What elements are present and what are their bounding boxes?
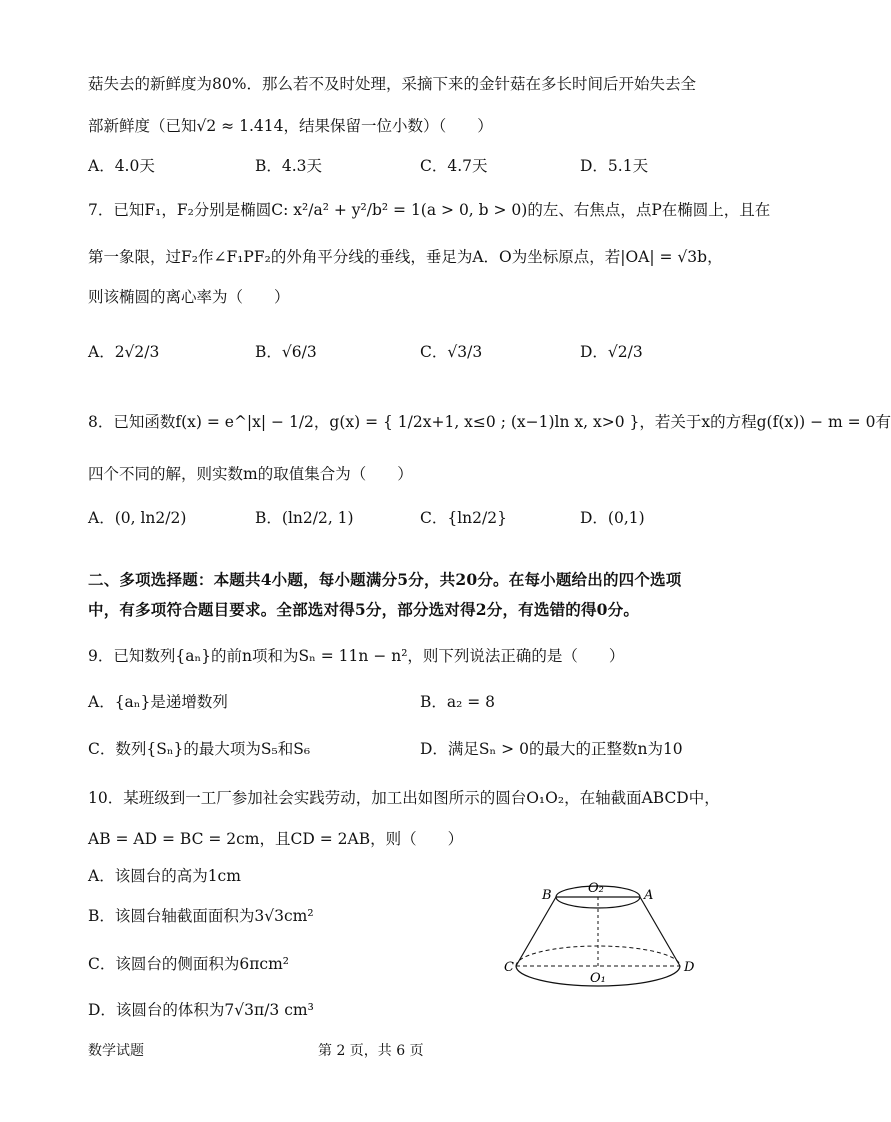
- label-o2: O₂: [588, 881, 604, 896]
- q6-option-b: B．4.3天: [255, 157, 323, 175]
- q7-option-a: A．2√2/3: [88, 343, 160, 361]
- label-c: C: [504, 960, 514, 975]
- q9-line-1: 9．已知数列{aₙ}的前n项和为Sₙ = 11n − n²，则下列说法正确的是（ ）: [88, 647, 625, 665]
- label-b: B: [542, 888, 552, 903]
- q7-line-2: 第一象限，过F₂作∠F₁PF₂的外角平分线的垂线，垂足为A．O为坐标原点，若|OA| = √3b，: [88, 248, 723, 266]
- q7-option-d: D．√2/3: [580, 343, 643, 361]
- q9-option-d: D．满足Sₙ > 0的最大的正整数n为10: [420, 740, 683, 758]
- q8-line-1: 8．已知函数f(x) = e^|x| − 1/2，g(x) = { 1/2x+1, x≤0 ; (x−1)ln x, x>0 }，若关于x的方程g(f(x)) − m = 0有: [88, 413, 891, 431]
- label-a: A: [644, 888, 654, 903]
- footer-subject: 数学试题: [88, 1043, 144, 1059]
- q10-option-a: A．该圆台的高为1cm: [88, 867, 241, 885]
- section2-line-2: 中，有多项符合题目要求。全部选对得5分，部分选对得2分，有选错的得0分。: [88, 600, 640, 619]
- q8-line-2: 四个不同的解，则实数m的取值集合为（ ）: [88, 465, 413, 483]
- label-o1: O₁: [590, 971, 606, 986]
- q7-line-1: 7．已知F₁，F₂分别是椭圆C: x²/a² + y²/b² = 1(a > 0, b > 0)的左、右焦点，点P在椭圆上，且在: [88, 201, 771, 219]
- q8-option-b: B．(ln2/2, 1): [255, 509, 354, 527]
- q6-option-a: A．4.0天: [88, 157, 155, 175]
- label-d: D: [684, 960, 695, 975]
- footer-page-number: 第 2 页，共 6 页: [318, 1043, 424, 1059]
- q8-option-d: D．(0,1): [580, 509, 645, 527]
- q8-option-a: A．(0, ln2/2): [88, 509, 187, 527]
- q10-option-d: D．该圆台的体积为7√3π/3 cm³: [88, 1001, 314, 1019]
- q10-option-c: C．该圆台的侧面积为6πcm²: [88, 955, 290, 973]
- q9-option-a: A．{aₙ}是递增数列: [88, 693, 228, 711]
- frustum-figure: [500, 870, 700, 1000]
- q10-line-2: AB = AD = BC = 2cm，且CD = 2AB，则（ ）: [88, 830, 464, 848]
- q6-option-c: C．4.7天: [420, 157, 488, 175]
- slant-bc: [516, 897, 556, 966]
- q6-line-1: 菇失去的新鲜度为80%．那么若不及时处理，采摘下来的金针菇在多长时间后开始失去全: [88, 75, 696, 93]
- q9-option-b: B．a₂ = 8: [420, 693, 496, 711]
- q7-option-c: C．√3/3: [420, 343, 483, 361]
- q6-option-d: D．5.1天: [580, 157, 649, 175]
- section2-line-1: 二、多项选择题：本题共4小题，每小题满分5分，共20分。在每小题给出的四个选项: [88, 570, 682, 589]
- q7-option-b: B．√6/3: [255, 343, 317, 361]
- q6-line-2: 部新鲜度（已知√2 ≈ 1.414，结果保留一位小数）（ ）: [88, 117, 493, 135]
- q7-line-3: 则该椭圆的离心率为（ ）: [88, 288, 290, 306]
- q9-option-c: C．数列{Sₙ}的最大项为S₅和S₆: [88, 740, 311, 758]
- q10-line-1: 10．某班级到一工厂参加社会实践劳动，加工出如图所示的圆台O₁O₂，在轴截面ABCD中，: [88, 789, 720, 807]
- q8-option-c: C．{ln2/2}: [420, 509, 507, 527]
- q10-option-b: B．该圆台轴截面面积为3√3cm²: [88, 907, 314, 925]
- slant-ad: [640, 897, 680, 966]
